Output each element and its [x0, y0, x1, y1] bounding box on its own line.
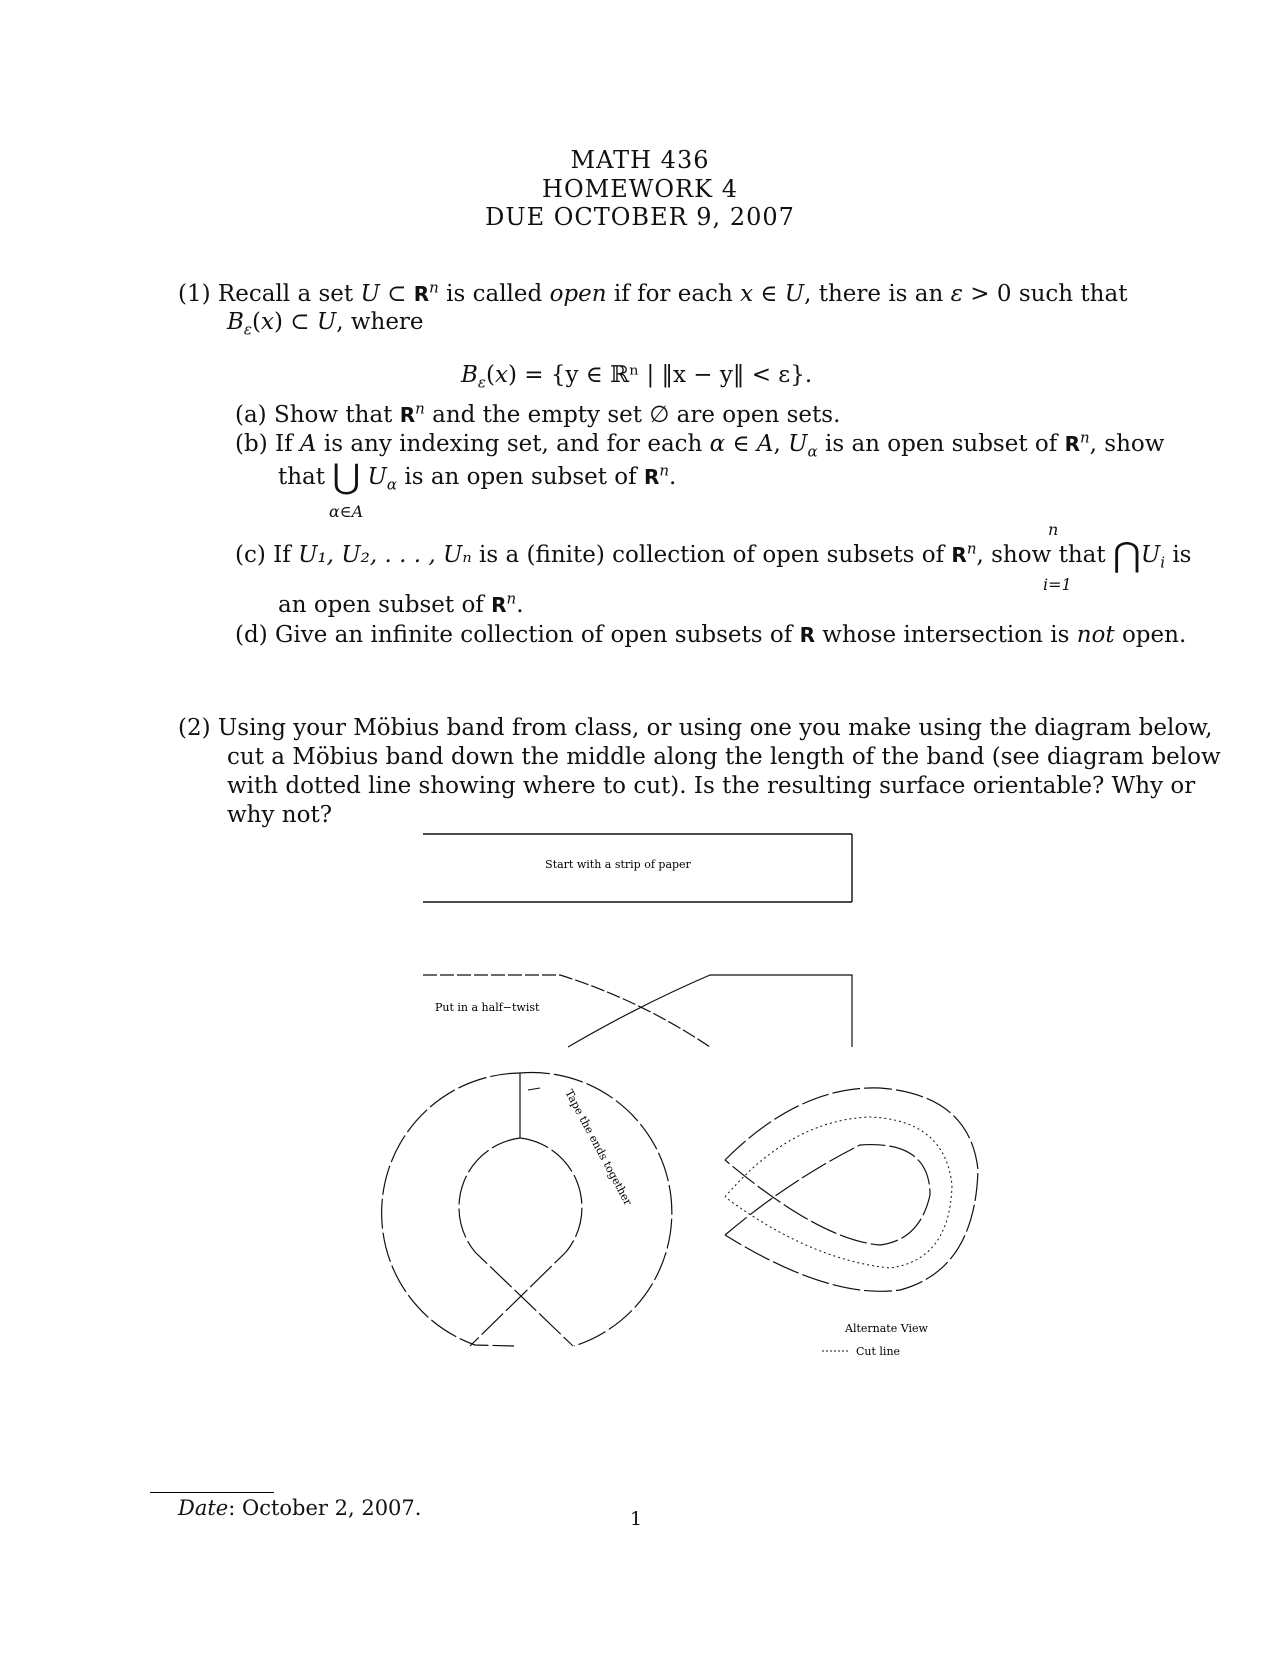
part-a-text-1: Show that	[273, 402, 393, 428]
alternate-view-band	[725, 1088, 978, 1291]
cut-line-label: Cut line	[856, 1345, 901, 1358]
part-c-text-1: If	[273, 542, 291, 568]
homework-title: HOMEWORK 4	[542, 175, 738, 203]
part-b-text-4: , show	[1089, 431, 1165, 457]
part-c-line2: an open subset of $R^n$.	[278, 589, 524, 618]
part-c-text-3: , show that	[976, 542, 1106, 568]
due-date-title: DUE OCTOBER 9, 2007	[485, 203, 795, 231]
part-b-line2: that ⋃ $U_\alpha$ is an open subset of $R^n$.	[278, 457, 677, 497]
part-b-label: (b)	[235, 431, 268, 457]
open-term: open	[549, 281, 607, 307]
date-label: Date	[178, 1496, 229, 1520]
part-b-text-5: that	[278, 464, 326, 490]
part-b-text-6: is an open subset of	[404, 464, 637, 490]
part-a-label: (a)	[235, 402, 267, 428]
part-a-text-2: and the empty set ∅ are open sets.	[432, 402, 841, 428]
part-c-text-5: an open subset of	[278, 592, 484, 618]
part-b-text-3: is an open subset of	[824, 431, 1058, 457]
p1-text-e: such that	[1018, 281, 1128, 307]
intersection-upper-limit: n	[1048, 520, 1059, 539]
problem2-text-1: Using your Möbius band from class, or using one you make using the diagram below,	[217, 715, 1213, 741]
intersection-lower-limit: i=1	[1043, 575, 1072, 594]
problem1-line1: (1) Recall a set U ⊂ $R^n$ is called open if for each x ∈ U, there is an ε > 0 such that	[178, 278, 1128, 307]
part-b-line1: (b) If A is any indexing set, and for each α ∈ A, $U_\alpha$ is an open subset of $R^n$, show	[235, 428, 1165, 461]
part-d-text-3: open.	[1121, 622, 1187, 648]
tape-arrow	[528, 1088, 540, 1090]
part-c-text-2: is a (finite) collection of open subsets of	[479, 542, 945, 568]
part-d-text-2: whose intersection is	[822, 622, 1070, 648]
part-c-line1: (c) If U₁, U₂, . . . , Uₙ is a (finite) collection of open subsets of $R^n$, show that $⋂U_i$ is	[235, 535, 1192, 575]
tape-label: Tape the ends together	[562, 1087, 635, 1208]
part-c-text-4: is	[1172, 542, 1192, 568]
cut-line-path	[725, 1117, 952, 1268]
date-footnote	[178, 1493, 421, 1523]
problem1-line2: $B_\varepsilon(x)$ ⊂ U, where	[227, 309, 424, 339]
problem2-number: (2)	[178, 715, 211, 741]
p1-text-c: if for each	[613, 281, 733, 307]
part-b-text-1: If	[274, 431, 293, 457]
twist-label: Put in a half−twist	[435, 1001, 540, 1014]
problem2-line3: with dotted line showing where to cut). Is the resulting surface orientable? Why or	[227, 773, 1196, 799]
problem2-line2: cut a Möbius band down the middle along the length of the band (see diagram below	[227, 744, 1221, 770]
part-c-sequence: U₁, U₂, . . . , Uₙ	[298, 542, 472, 568]
open-ball-definition: $B_\varepsilon(x) = \{y$ ∈ ℝⁿ | ‖x − y‖ < ε}.	[461, 362, 813, 392]
part-c-label: (c)	[235, 542, 266, 568]
problem1-number: (1)	[178, 281, 211, 307]
part-d-label: (d)	[235, 622, 268, 648]
taped-loop	[382, 1072, 672, 1346]
part-b-text-2: is any indexing set, and for each	[323, 431, 703, 457]
page-number: 1	[630, 1508, 643, 1530]
part-d-not: not	[1076, 622, 1115, 648]
course-title: MATH 436	[570, 146, 710, 174]
p1-text-d: , there is an	[804, 281, 944, 307]
part-d: (d) Give an infinite collection of open subsets of R whose intersection is not open.	[235, 622, 1187, 648]
alternate-view-label: Alternate View	[845, 1322, 928, 1335]
p1-text-a: Recall a set	[217, 281, 354, 307]
date-value: : October 2, 2007.	[228, 1496, 422, 1520]
part-a: (a) Show that $R^n$ and the empty set ∅ are open sets.	[235, 399, 841, 428]
p1-text-b: is called	[446, 281, 543, 307]
strip-label: Start with a strip of paper	[545, 858, 691, 871]
open-ball-set: {y ∈ ℝⁿ | ‖x − y‖ < ε}.	[550, 362, 813, 388]
problem2-line4: why not?	[227, 802, 333, 828]
part-d-text-1: Give an infinite collection of open subsets of	[274, 622, 793, 648]
union-index: α∈A	[329, 502, 364, 521]
p1-where: , where	[336, 309, 424, 335]
